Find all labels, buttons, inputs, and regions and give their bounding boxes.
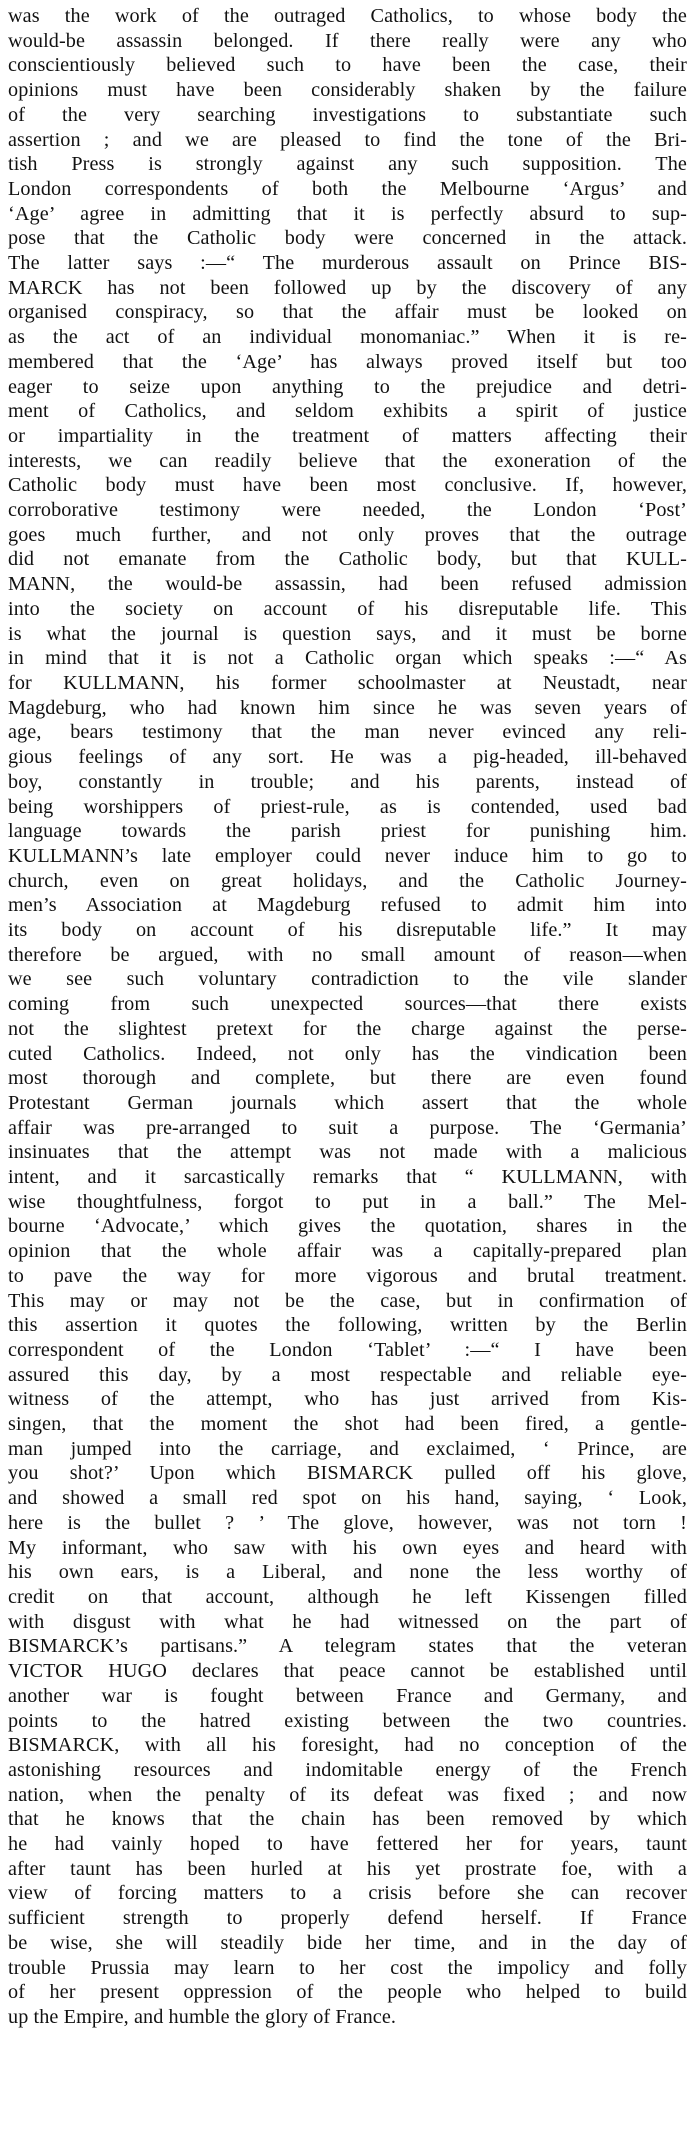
article-line: points to the hatred existing between the two countries. [8, 1709, 687, 1732]
article-line: My informant, who saw with his own eyes and heard with [8, 1536, 687, 1559]
article-line: affair was pre-arranged to suit a purpose. The ‘Germania’ [8, 1116, 687, 1139]
article-line: of her present oppression of the people who helped to build [8, 1981, 687, 2004]
article-line: language towards the parish priest for punishing him. [8, 820, 687, 843]
article-line: another war is fought between France and Germany, and [8, 1684, 687, 1707]
article-line: its body on account of his disreputable life.” It may [8, 919, 687, 942]
article-line: church, even on great holidays, and the Catholic Journey- [8, 869, 687, 892]
article-line: opinion that the whole affair was a capitally-prepared plan [8, 1240, 687, 1263]
article-line: for KULLMANN, his former schoolmaster at Neustadt, near [8, 671, 687, 694]
article-line: men’s Association at Magdeburg refused to admit him into [8, 894, 687, 917]
article-line: KULLMANN’s late employer could never induce him to go to [8, 844, 687, 867]
article-line: being worshippers of priest-rule, as is contended, used bad [8, 795, 687, 818]
article-line: gious feelings of any sort. He was a pig-headed, ill-behaved [8, 746, 687, 769]
article-line: intent, and it sarcastically remarks that “ KULLMANN, with [8, 1166, 687, 1189]
article-line: to pave the way for more vigorous and brutal treatment. [8, 1264, 687, 1287]
article-line: up the Empire, and humble the glory of France. [8, 2005, 397, 2028]
article-line: ment of Catholics, and seldom exhibits a spirit of justice [8, 400, 687, 423]
article-line: BISMARCK, with all his foresight, had no conception of the [8, 1734, 687, 1757]
article-line: this assertion it quotes the following, written by the Berlin [8, 1314, 687, 1337]
article-line: sufficient strength to properly defend herself. If France [8, 1907, 687, 1930]
article-line: man jumped into the carriage, and exclaimed, ‘ Prince, are [8, 1437, 687, 1460]
article-line: membered that the ‘Age’ has always proved itself but too [8, 350, 687, 373]
article-line: trouble Prussia may learn to her cost the impolicy and folly [8, 1956, 687, 1979]
article-line: Catholic body must have been most conclusive. If, however, [8, 474, 687, 497]
article-line: singen, that the moment the shot had been fired, a gentle- [8, 1413, 687, 1436]
article-line: BISMARCK’s partisans.” A telegram states that the veteran [8, 1635, 687, 1658]
article-line: he had vainly hoped to have fettered her for years, taunt [8, 1833, 687, 1856]
article-line: you shot?’ Upon which BISMARCK pulled off his glove, [8, 1462, 687, 1485]
article-line: into the society on account of his disreputable life. This [8, 597, 687, 620]
article-line: did not emanate from the Catholic body, but that KULL- [8, 548, 687, 571]
article-line: would-be assassin belonged. If there really were any who [8, 29, 687, 52]
article-line: eager to seize upon anything to the prejudice and detri- [8, 375, 687, 398]
article-line: organised conspiracy, so that the affair must be looked on [8, 301, 687, 324]
article-line: with disgust with what he had witnessed on the part of [8, 1610, 687, 1633]
article-line: assured this day, by a most respectable and reliable eye- [8, 1363, 687, 1386]
article-line: age, bears testimony that the man never evinced any reli- [8, 721, 687, 744]
article-line: MARCK has not been followed up by the discovery of any [8, 276, 687, 299]
article-line: view of forcing matters to a crisis before she can recover [8, 1882, 687, 1905]
article-line: London correspondents of both the Melbourne ‘Argus’ and [8, 177, 687, 200]
article-line: opinions must have been considerably shaken by the failure [8, 79, 687, 102]
article-line: insinuates that the attempt was not made with a malicious [8, 1141, 687, 1164]
article-line: credit on that account, although he left Kissengen filled [8, 1586, 687, 1608]
article-line: and showed a small red spot on his hand, saying, ‘ Look, [8, 1487, 687, 1510]
article-line: witness of the attempt, who has just arrived from Kis- [8, 1388, 687, 1411]
article-line: boy, constantly in trouble; and his parents, instead of [8, 770, 687, 793]
article-line: or impartiality in the treatment of matters affecting their [8, 424, 687, 447]
article-line: not the slightest pretext for the charge against the perse- [8, 1017, 687, 1040]
article-line: we see such voluntary contradiction to the vile slander [8, 968, 687, 991]
article-line: nation, when the penalty of its defeat was fixed ; and now [8, 1783, 687, 1806]
article-line: Protestant German journals which assert that the whole [8, 1091, 687, 1114]
article-line: This may or may not be the case, but in confirmation of [8, 1289, 687, 1312]
article-line: assertion ; and we are pleased to find the tone of the Bri- [8, 128, 687, 151]
article-line: as the act of an individual monomaniac.” When it is re- [8, 326, 687, 349]
article-line: of the very searching investigations to substantiate such [8, 103, 687, 126]
article-line: ‘Age’ agree in admitting that it is perfectly absurd to sup- [8, 202, 687, 225]
article-line: wise thoughtfulness, forgot to put in a ball.” The Mel- [8, 1190, 687, 1213]
article-line: pose that the Catholic body were concerned in the attack. [8, 227, 687, 250]
article-line: cuted Catholics. Indeed, not only has the vindication been [8, 1042, 687, 1065]
article-line: interests, we can readily believe that the exoneration of the [8, 449, 687, 472]
article-line: was the work of the outraged Catholics, to whose body the [8, 5, 687, 27]
article-line: most thorough and complete, but there are even found [8, 1067, 687, 1090]
article-line: VICTOR HUGO declares that peace cannot be established until [8, 1660, 687, 1683]
article-line: correspondent of the London ‘Tablet’ :—“ I have been [8, 1338, 687, 1361]
article-line: tish Press is strongly against any such supposition. The [8, 153, 687, 176]
article-line: therefore be argued, with no small amount of reason—when [8, 943, 687, 966]
article-line: that he knows that the chain has been removed by which [8, 1808, 687, 1831]
article-line: his own ears, is a Liberal, and none the less worthy of [8, 1561, 687, 1584]
article-line: coming from such unexpected sources—that there exists [8, 993, 687, 1016]
article-line: MANN, the would-be assassin, had been refused admission [8, 573, 687, 596]
article-line: conscientiously believed such to have been the case, their [8, 54, 687, 77]
article-line: after taunt has been hurled at his yet prostrate foe, with a [8, 1857, 687, 1880]
article-line: Magdeburg, who had known him since he was seven years of [8, 696, 687, 719]
article-line: astonishing resources and indomitable energy of the French [8, 1758, 687, 1781]
article-line: corroborative testimony were needed, the London ‘Post’ [8, 499, 687, 522]
article-line: be wise, she will steadily bide her time, and in the day of [8, 1931, 687, 1954]
article-column [8, 4, 687, 2030]
article-line: in mind that it is not a Catholic organ which speaks :—“ As [8, 647, 687, 670]
article-line: The latter says :—“ The murderous assault on Prince BIS- [8, 252, 687, 275]
article-line: is what the journal is question says, and it must be borne [8, 622, 687, 645]
article-line: here is the bullet ? ’ The glove, however, was not torn ! [8, 1511, 687, 1534]
article-line: bourne ‘Advocate,’ which gives the quotation, shares in the [8, 1215, 687, 1238]
article-line: goes much further, and not only proves that the outrage [8, 523, 687, 546]
